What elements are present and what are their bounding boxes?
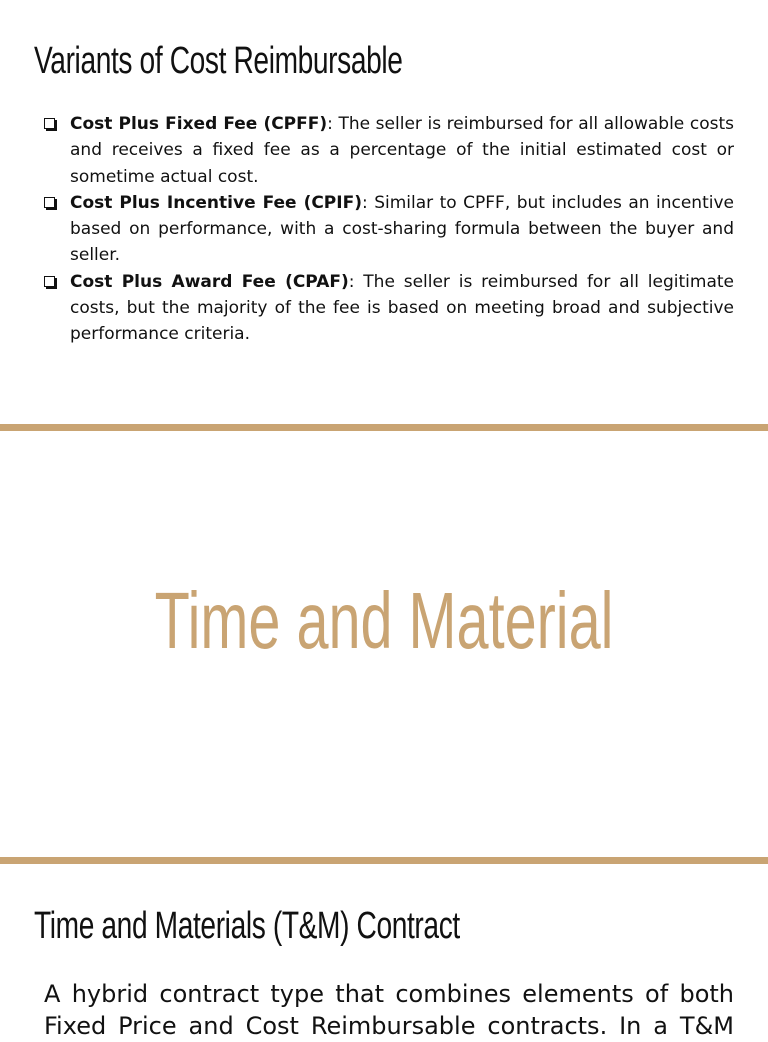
slide-heading-cost-reimbursable-variants: Variants of Cost Reimbursable bbox=[34, 40, 403, 82]
list-item-description: : Similar to CPFF, but includes an incentive based on performance, with a cost-sharing formula between the buyer and seller. bbox=[70, 192, 734, 266]
list-item-term: Cost Plus Incentive Fee (CPIF) bbox=[70, 192, 362, 213]
list-item-cpff bbox=[44, 111, 734, 190]
list-item-text bbox=[70, 269, 734, 348]
list-item-term: Cost Plus Fixed Fee (CPFF) bbox=[70, 114, 328, 134]
list-item-text bbox=[70, 111, 734, 190]
tm-contract-paragraph: A hybrid contract type that combines elements of both Fixed Price and Cost Reimbursable contracts. In a T&M bbox=[44, 980, 734, 1040]
list-item-description: : The seller is reimbursed for all allowable costs and receives a fixed fee as a percentage of the initial estimated cost or sometime actual cost. bbox=[70, 114, 734, 187]
slide-divider-bottom bbox=[0, 857, 768, 864]
checkbox-bullet-icon bbox=[44, 197, 55, 208]
list-item-term: Cost Plus Award Fee (CPAF) bbox=[70, 271, 349, 292]
list-item-description: : The seller is reimbursed for all legitimate costs, but the majority of the fee is based on meeting broad and subjective performance criteria. bbox=[70, 271, 734, 345]
section-title-time-and-material: Time and Material bbox=[154, 576, 614, 665]
checkbox-bullet-icon bbox=[44, 118, 55, 129]
variants-list bbox=[44, 111, 734, 348]
list-item-cpif bbox=[44, 190, 734, 269]
list-item-cpaf bbox=[44, 269, 734, 348]
checkbox-bullet-icon bbox=[44, 276, 55, 287]
slide-divider-top bbox=[0, 424, 768, 431]
slide-heading-tm-contract: Time and Materials (T&M) Contract bbox=[34, 905, 460, 947]
list-item-text bbox=[70, 190, 734, 269]
